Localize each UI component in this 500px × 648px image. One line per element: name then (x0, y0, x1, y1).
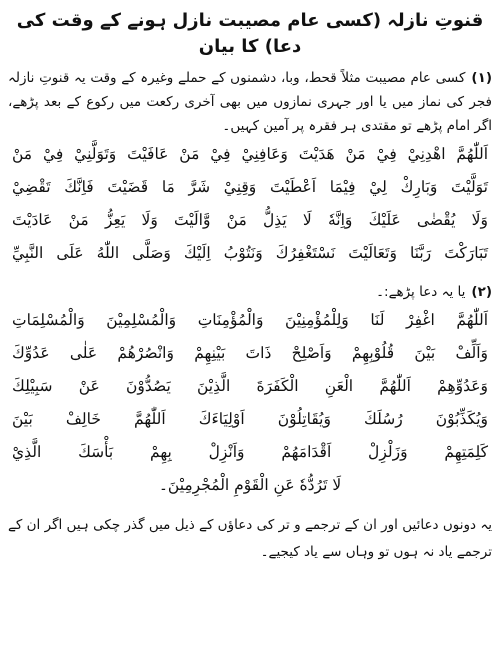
section-2-text: یا یہ دعا پڑھے:۔ (376, 284, 466, 300)
section-2-instruction (8, 280, 492, 304)
page-title: قنوتِ نازلہ (کسی عام مصیبت نازل ہونے کے وقت کی دعا) کا بیان (16, 10, 484, 57)
section-1-instruction (8, 66, 492, 138)
dua-2-line-3: وَعَدُوِّهِمْ اَللّٰهُمَّ الْعَنِ الْكَفَرَةَ الَّذِيْنَ يَصُدُّوْنَ عَنْ سَبِيْلِكَ (12, 377, 488, 395)
dua-1-line-1: اَللّٰهُمَّ اهْدِنِيْ فِيْ مَنْ هَدَيْتَ وَعَافِنِيْ فِيْ مَنْ عَافَيْتَ وَتَوَلَّنِيْ فِيْ مَنْ (12, 145, 488, 163)
dua-2-line-2: وَاَلِّفْ بَيْنَ قُلُوْبِهِمْ وَاَصْلِحْ ذَاتَ بَيْنِهِمْ وَانْصُرْهُمْ عَلٰى عَدُوِّكَ (12, 344, 488, 362)
section-1-text: کسی عام مصیبت مثلاً قحط، وبا، دشمنوں کے حملے وغیرہ کے وقت یہ قنوتِ نازلہ فجر کی نماز میں یا اور جہری نمازوں میں بھی آخری رکعت میں رکوع کے بعد پڑھے، اگر امام پڑھے تو مقتدی ہر فقرہ پر آمین کہیں۔ (8, 70, 492, 134)
dua-2-line-5: كَلِمَتِهِمْ وَزَلْزِلْ اَقْدَامَهُمْ وَاَنْزِلْ بِهِمْ بَأْسَكَ الَّذِيْ (12, 443, 488, 461)
section-1-number: (۱) (471, 70, 492, 86)
dua-1-line-3: وَلَا يُقْضٰى عَلَيْكَ وَاِنَّهٗ لَا يَذِلُّ مَنْ وَّالَيْتَ وَلَا يَعِزُّ مَنْ عَادَيْتَ (12, 211, 488, 229)
dua-2-line-4: وَيُكَذِّبُوْنَ رُسُلَكَ وَيُقَاتِلُوْنَ اَوْلِيَاءَكَ اَللّٰهُمَّ خَالِفْ بَيْنَ (12, 410, 488, 428)
section-spacer (8, 270, 492, 280)
dua-1-line-2: تَوَلَّيْتَ وَبَارِكْ لِيْ فِيْمَا اَعْطَيْتَ وَقِنِيْ شَرَّ مَا قَضَيْتَ فَاِنَّكَ تَقْضِيْ (12, 178, 488, 196)
closing-note: یہ دونوں دعائیں اور ان کے ترجمے و تر کی دعاؤں کے ذیل میں گذر چکی ہیں اگر ان کے ترجمے یاد نہ ہوں تو وہاں سے یاد کیجیے۔ (8, 517, 492, 560)
section-2-number: (۲) (471, 284, 492, 300)
dua-2-line-1: اَللّٰهُمَّ اغْفِرْ لَنَا وَلِلْمُؤْمِنِيْنَ وَالْمُؤْمِنَاتِ وَالْمُسْلِمِيْنَ وَالْمُسْلِمَاتِ (12, 311, 488, 329)
dua-1-line-4: تَبَارَكْتَ رَبَّنَا وَتَعَالَيْتَ نَسْتَغْفِرُكَ وَنَتُوْبُ اِلَيْكَ وَصَلَّى اللّٰهُ عَلَى النَّبِيِّ (12, 244, 488, 262)
dua-2-line-6: لَا تَرُدُّهٗ عَنِ الْقَوْمِ الْمُجْرِمِيْنَ۔ (158, 476, 342, 494)
